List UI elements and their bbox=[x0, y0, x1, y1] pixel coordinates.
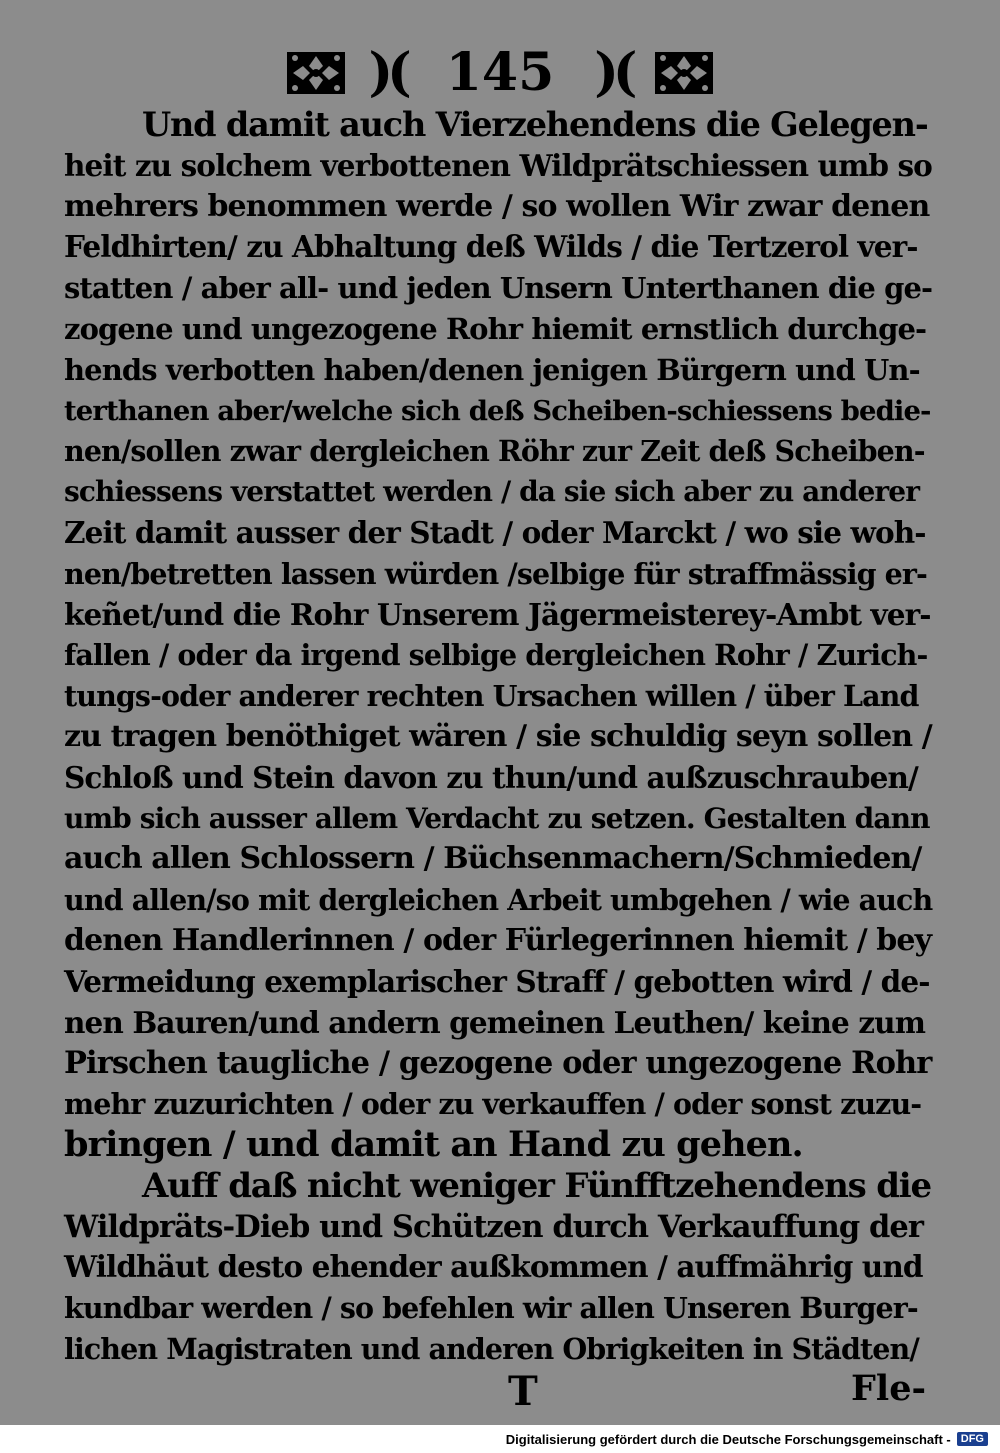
text-line: Wildhäut desto ehender außkommen / auffmährig und bbox=[64, 1249, 923, 1285]
left-bracket: )( bbox=[368, 42, 406, 103]
text-line: nen Bauren/und andern gemeinen Leuthen/ keine zum bbox=[64, 1004, 926, 1040]
text-line: keñet/und die Rohr Unserem Jägermeisterey-Ambt ver- bbox=[64, 596, 931, 632]
text-line: Wildpräts-Dieb und Schützen durch Verkauffung der bbox=[64, 1208, 924, 1245]
credit-text: Digitalisierung gefördert durch die Deutsche Forschungsgemeinschaft - bbox=[505, 1431, 951, 1447]
text-line: mehrers benommen werde / so wollen Wir zwar denen bbox=[64, 188, 930, 224]
text-line: auch allen Schlossern / Büchsenmachern/Schmieden/ bbox=[64, 841, 922, 877]
text-line: hends verbotten haben/denen jenigen Bürgern und Un- bbox=[64, 352, 920, 387]
text-line: denen Handlerinnen / oder Fürlegerinnen hiemit / bey bbox=[64, 922, 932, 958]
text-line: heit zu solchem verbottenen Wildprätschiessen umb so bbox=[64, 147, 932, 183]
dfg-logo: DFG bbox=[957, 1432, 988, 1446]
body-text bbox=[64, 105, 932, 1370]
text-line: Vermeidung exemplarischer Straff / gebotten wird / de- bbox=[64, 963, 930, 999]
page-header bbox=[0, 42, 1000, 104]
page-number: 145 bbox=[445, 42, 555, 103]
text-line: Zeit damit ausser der Stadt / oder Marckt / wo sie woh- bbox=[64, 514, 926, 550]
signature-mark: T bbox=[508, 1368, 538, 1415]
floral-ornament-icon bbox=[285, 48, 347, 98]
text-line: mehr zuzurichten / oder zu verkauffen / oder sonst zuzu- bbox=[64, 1087, 922, 1122]
text-line: zu tragen benöthiget wären / sie schuldig seyn sollen / bbox=[64, 718, 932, 754]
digitization-credit bbox=[0, 1425, 1000, 1453]
text-line: Und damit auch Vierzehendens die Gelegen- bbox=[142, 105, 928, 144]
text-line: kundbar werden / so befehlen wir allen Unseren Burger- bbox=[64, 1291, 918, 1326]
text-line: bringen / und damit an Hand zu gehen. bbox=[64, 1123, 803, 1165]
text-line: zogene und ungezogene Rohr hiemit ernstlich durchge- bbox=[64, 311, 927, 346]
text-line: fallen / oder da irgend selbige dergleichen Rohr / Zurich- bbox=[64, 638, 928, 673]
text-line: und allen/so mit dergleichen Arbeit umbgehen / wie auch bbox=[64, 883, 933, 918]
text-line: schiessens verstattet werden / da sie sich aber zu anderer bbox=[64, 475, 920, 509]
text-line: nen/sollen zwar dergleichen Röhr zur Zeit deß Scheiben- bbox=[64, 434, 925, 469]
text-line: umb sich ausser allem Verdacht zu setzen. Gestalten dann bbox=[64, 801, 930, 835]
text-line: Auff daß nicht weniger Fünfftzehendens die bbox=[142, 1165, 931, 1206]
text-line: Schloß und Stein davon zu thun/und außzuschrauben/ bbox=[64, 759, 918, 795]
page-foot bbox=[64, 1368, 932, 1415]
text-line: Pirschen taugliche / gezogene oder ungezogene Rohr bbox=[64, 1045, 932, 1082]
text-line: terthanen aber/welche sich deß Scheiben-schiessens bedie- bbox=[64, 394, 931, 427]
text-line: nen/betretten lassen würden /selbige für straffmässig er- bbox=[64, 556, 927, 591]
catchword: Fle- bbox=[851, 1368, 926, 1409]
text-line: tungs-oder anderer rechten Ursachen willen / über Land bbox=[64, 679, 919, 714]
right-bracket: )( bbox=[594, 42, 632, 103]
text-line: lichen Magistraten und anderen Obrigkeiten in Städten/ bbox=[64, 1331, 919, 1366]
floral-ornament-icon bbox=[653, 48, 715, 98]
text-line: Feldhirten/ zu Abhaltung deß Wilds / die Tertzerol ver- bbox=[64, 229, 918, 265]
text-line: statten / aber all- und jeden Unsern Unterthanen die ge- bbox=[64, 271, 933, 306]
